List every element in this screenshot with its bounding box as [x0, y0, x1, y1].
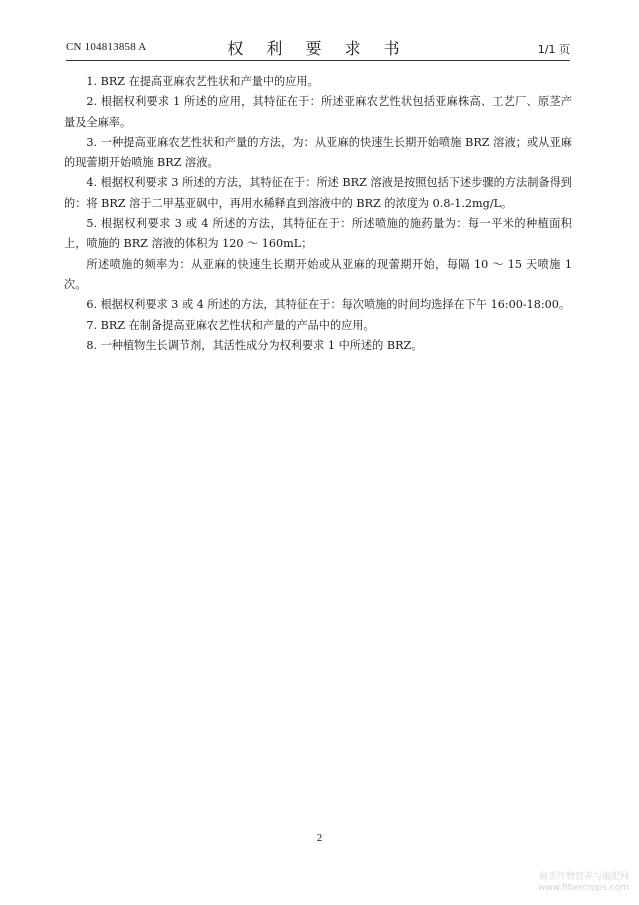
page-number: 2 — [316, 832, 323, 844]
claim-4: 4. 根据权利要求 3 所述的方法，其特征在于：所述 BRZ 溶液是按照包括下述步骤的方法制备得到的：将 BRZ 溶于二甲基亚砜中，再用水稀释直到溶液中的 BRZ 的浓度为 0.8-1.2mg/L。 — [64, 176, 572, 210]
publication-number: CN 104813858 A — [66, 41, 147, 53]
document-title: 权 利 要 求 书 — [227, 39, 409, 58]
header-divider — [66, 60, 570, 61]
watermark-url: www.fibercrops.com — [538, 883, 629, 893]
claim-7: 7. BRZ 在制备提高亚麻农艺性状和产量的产品中的应用。 — [86, 318, 375, 332]
claim-5-continuation: 所述喷施的频率为：从亚麻的快速生长期开始或从亚麻的现蕾期开始，每隔 10 ～ 15 天喷施 1 次。 — [64, 257, 572, 291]
claims-list — [64, 72, 572, 356]
watermark-site-name: 麻类作物营养与施肥网 — [538, 872, 629, 882]
claim-3: 3. 一种提高亚麻农艺性状和产量的方法，为：从亚麻的快速生长期开始喷施 BRZ 溶液；或从亚麻的现蕾期开始喷施 BRZ 溶液。 — [64, 135, 572, 170]
claim-8: 8. 一种植物生长调节剂，其活性成分为权利要求 1 中所述的 BRZ。 — [86, 338, 423, 352]
site-watermark — [538, 872, 629, 894]
claim-6: 6. 根据权利要求 3 或 4 所述的方法，其特征在于：每次喷施的时间均选择在下午 16:00-18:00。 — [86, 298, 571, 312]
page-indicator: 1/1 页 — [537, 43, 570, 56]
claim-2: 2. 根据权利要求 1 所述的应用，其特征在于：所述亚麻农艺性状包括亚麻株高、工艺厂、原茎产量及全麻率。 — [64, 95, 572, 129]
page-header — [66, 36, 570, 58]
claim-5: 5. 根据权利要求 3 或 4 所述的方法，其特征在于：所述喷施的施药量为：每一平米的种植面积上，喷施的 BRZ 溶液的体积为 120 ～ 160mL； — [64, 217, 572, 251]
claim-1: 1. BRZ 在提高亚麻农艺性状和产量中的应用。 — [86, 75, 319, 88]
